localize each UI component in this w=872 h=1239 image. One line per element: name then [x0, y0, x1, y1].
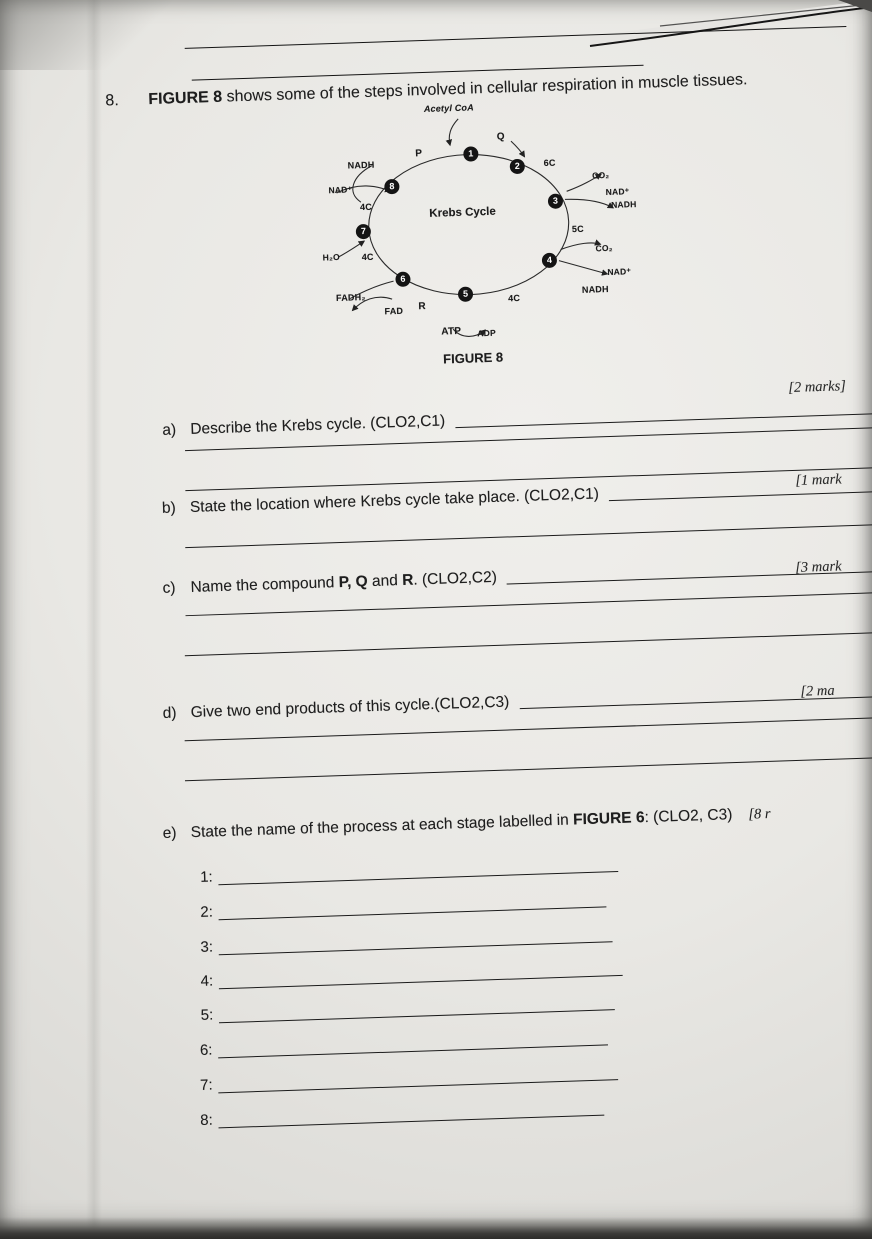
- step-1-badge: 1: [463, 146, 478, 161]
- part-c-text-2: and: [367, 571, 403, 591]
- label-acetyl-coa: Acetyl CoA: [423, 102, 475, 115]
- part-e-label: e): [162, 824, 177, 843]
- stage-row-3: [200, 925, 612, 956]
- answer-line: [218, 1103, 604, 1129]
- label-fadh2: FADH₂: [335, 292, 366, 304]
- question-figure-ref: FIGURE 8: [148, 88, 223, 109]
- label-4c-bottom: 4C: [508, 292, 521, 304]
- part-c-text: [190, 569, 497, 597]
- label-nadh-left: NADH: [347, 159, 375, 171]
- stage-label-8: 8:: [199, 1111, 214, 1129]
- part-a-text: Describe the Krebs cycle. (CLO2,C1): [190, 412, 446, 438]
- stage-row-1: [200, 855, 618, 886]
- answer-line: [185, 524, 872, 548]
- part-c-text-3: . (CLO2,C2): [413, 568, 498, 589]
- step-7-badge: 7: [356, 224, 371, 239]
- step-3-badge: 3: [548, 193, 563, 208]
- step-6-badge: 6: [395, 272, 410, 287]
- question-number: 8.: [105, 92, 120, 110]
- figure-caption: FIGURE 8: [442, 349, 504, 367]
- step-8-badge: 8: [384, 179, 399, 194]
- stage-label-3: 3:: [200, 938, 214, 956]
- marks-part-d: [2 ma: [800, 682, 835, 700]
- answer-line: [185, 757, 872, 782]
- krebs-cycle-diagram: [300, 94, 689, 381]
- answer-line: [218, 929, 612, 955]
- stage-row-2: [200, 890, 606, 920]
- stage-label-2: 2:: [200, 903, 214, 921]
- answer-line: [185, 632, 872, 657]
- part-c-compound-r: R: [401, 571, 414, 589]
- label-h2o: H₂O: [322, 251, 341, 263]
- part-e-figure-ref: FIGURE 6: [572, 809, 645, 829]
- marks-part-c: [3 mark: [795, 558, 842, 576]
- part-b-text: State the location where Krebs cycle take place. (CLO2,C1): [189, 485, 600, 516]
- stage-label-4: 4:: [200, 972, 214, 990]
- part-b-label: b): [161, 499, 177, 517]
- label-compound-r: R: [418, 301, 427, 313]
- part-d-label: d): [162, 704, 177, 722]
- label-4c-upper-left: 4C: [359, 201, 373, 213]
- part-d-row: [162, 680, 872, 723]
- part-a-row: [162, 397, 872, 440]
- stage-row-5: [200, 993, 614, 1024]
- label-co2-lower: CO₂: [595, 242, 613, 254]
- answer-line: [218, 997, 614, 1023]
- step-5-badge: 5: [458, 286, 473, 301]
- step-2-badge: 2: [510, 159, 525, 174]
- part-e-text: [190, 806, 732, 842]
- stage-row-4: [200, 959, 622, 990]
- answer-line: [609, 490, 872, 501]
- stage-label-7: 7:: [199, 1076, 213, 1094]
- answer-line: [218, 894, 606, 920]
- answer-line: [217, 1067, 617, 1093]
- label-4c-left: 4C: [361, 251, 374, 263]
- label-nadh-right-upper: NADH: [610, 199, 637, 210]
- part-b-row: [162, 475, 872, 518]
- page-bottom-edge-shadow: [0, 1217, 872, 1239]
- stage-row-6: [200, 1028, 608, 1059]
- stage-label-5: 5:: [200, 1006, 214, 1024]
- answer-line: [185, 717, 872, 742]
- answer-line: [217, 1032, 607, 1058]
- answer-line: [185, 592, 872, 616]
- part-e-text-2: : (CLO2, C3): [644, 806, 733, 827]
- label-atp: ATP: [441, 325, 462, 338]
- label-compound-q: Q: [496, 131, 505, 143]
- stage-row-8: [200, 1099, 604, 1129]
- stage-label-6: 6:: [199, 1041, 213, 1059]
- part-c-compounds-pq: P, Q: [338, 573, 368, 592]
- part-c-row: [162, 555, 872, 598]
- label-5c: 5C: [571, 223, 584, 235]
- label-nad-right-upper: NAD⁺: [605, 186, 630, 198]
- label-6c: 6C: [543, 157, 556, 169]
- label-nad-right-lower: NAD⁺: [607, 266, 632, 278]
- part-e-text-1: State the name of the process at each stage labelled in: [190, 811, 574, 842]
- stage-row-7: [200, 1063, 618, 1094]
- label-compound-p: P: [415, 148, 423, 160]
- answer-line: [507, 570, 872, 584]
- answer-line: [520, 695, 872, 709]
- part-e-row: [162, 805, 770, 843]
- label-fad: FAD: [384, 305, 404, 317]
- marks-part-b: [1 mark: [795, 471, 842, 489]
- part-a-label: a): [162, 421, 177, 439]
- stage-label-1: 1:: [199, 868, 213, 886]
- answer-line: [218, 963, 622, 989]
- part-c-text-1: Name the compound: [190, 574, 339, 596]
- part-c-label: c): [162, 579, 176, 597]
- answer-line: [218, 859, 618, 885]
- part-d-text: Give two end products of this cycle.(CLO2,C3): [190, 693, 510, 722]
- label-co2-upper: CO₂: [591, 169, 610, 181]
- figure-title: Krebs Cycle: [429, 205, 496, 220]
- marks-part-e: [8 r: [748, 805, 771, 823]
- question-text-rest: shows some of the steps involved in cellular respiration in muscle tissues.: [221, 71, 748, 106]
- step-4-badge: 4: [542, 253, 557, 268]
- answer-line: [455, 412, 872, 428]
- answer-line-previous-question: [185, 26, 847, 49]
- marks-part-a: [2 marks]: [788, 378, 847, 397]
- label-nadh-bottom: NADH: [581, 283, 609, 295]
- label-nad-left: NAD⁺: [328, 184, 353, 196]
- label-adp: ADP: [477, 327, 497, 339]
